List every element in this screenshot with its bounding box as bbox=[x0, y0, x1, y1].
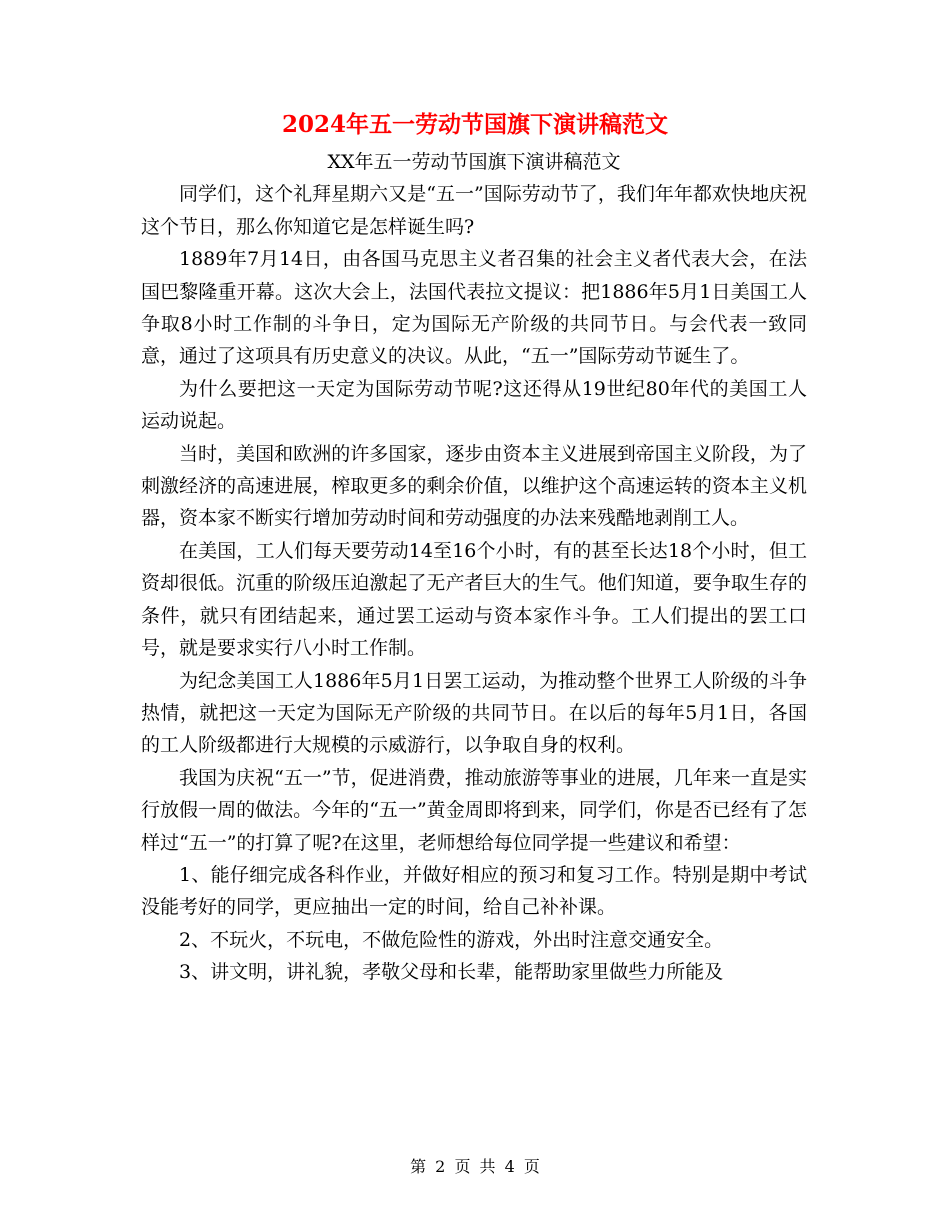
document-body bbox=[141, 146, 807, 989]
paragraph: 在美国，工人们每天要劳动14至16个小时，有的甚至长达18个小时，但工资却很低。沉重的阶级压迫激起了无产者巨大的生气。他们知道，要争取生存的条件，就只有团结起来，通过罢工运动与资本家作斗争。工人们提出的罢工口号，就是要求实行八小时工作制。 bbox=[141, 539, 807, 660]
paragraph: 1889年7月14日，由各国马克思主义者召集的社会主义者代表大会，在法国巴黎隆重开幕。这次大会上，法国代表拉文提议：把1886年5月1日美国工人争取8小时工作制的斗争日，定为国际无产阶级的共同节日。与会代表一致同意，通过了这项具有历史意义的决议。从此，“五一”国际劳动节诞生了。 bbox=[141, 248, 807, 368]
paragraph: 同学们，这个礼拜星期六又是“五一”国际劳动节了，我们年年都欢快地庆祝这个节日，那么你知道它是怎样诞生吗? bbox=[141, 183, 807, 238]
list-item: 1、能仔细完成各科作业，并做好相应的预习和复习工作。特别是期中考试没能考好的同学，更应抽出一定的时间，给自己补补课。 bbox=[141, 863, 807, 919]
list-item: 3、讲文明，讲礼貌，孝敬父母和长辈，能帮助家里做些力所能及 bbox=[179, 961, 724, 984]
paragraph: 我国为庆祝“五一”节，促进消费，推动旅游等事业的进展，几年来一直是实行放假一周的做法。今年的“五一”黄金周即将到来，同学们，你是否已经有了怎样过“五一”的打算了呢?在这里，老师想给每位同学提一些建议和希望： bbox=[141, 766, 807, 854]
paragraph: 为纪念美国工人1886年5月1日罢工运动，为推动整个世界工人阶级的斗争热情，就把这一天定为国际无产阶级的共同节日。在以后的每年5月1日，各国的工人阶级都进行大规模的示威游行，以争取自身的权利。 bbox=[141, 669, 807, 757]
document-subtitle: XX年五一劳动节国旗下演讲稿范文 bbox=[327, 151, 621, 173]
list-item: 2、不玩火，不玩电，不做危险性的游戏，外出时注意交通安全。 bbox=[179, 928, 724, 951]
paragraph: 当时，美国和欧洲的许多国家，逐步由资本主义进展到帝国主义阶段，为了刺激经济的高速进展，榨取更多的剩余价值，以维护这个高速运转的资本主义机器，资本家不断实行增加劳动时间和劳动强度的办法来残酷地剥削工人。 bbox=[141, 442, 807, 530]
paragraph: 为什么要把这一天定为国际劳动节呢?这还得从19世纪80年代的美国工人运动说起。 bbox=[141, 377, 807, 433]
page-number-footer: 第 2 页 共 4 页 bbox=[410, 1157, 540, 1176]
document-title: 2024年五一劳动节国旗下演讲稿范文 bbox=[281, 111, 668, 138]
